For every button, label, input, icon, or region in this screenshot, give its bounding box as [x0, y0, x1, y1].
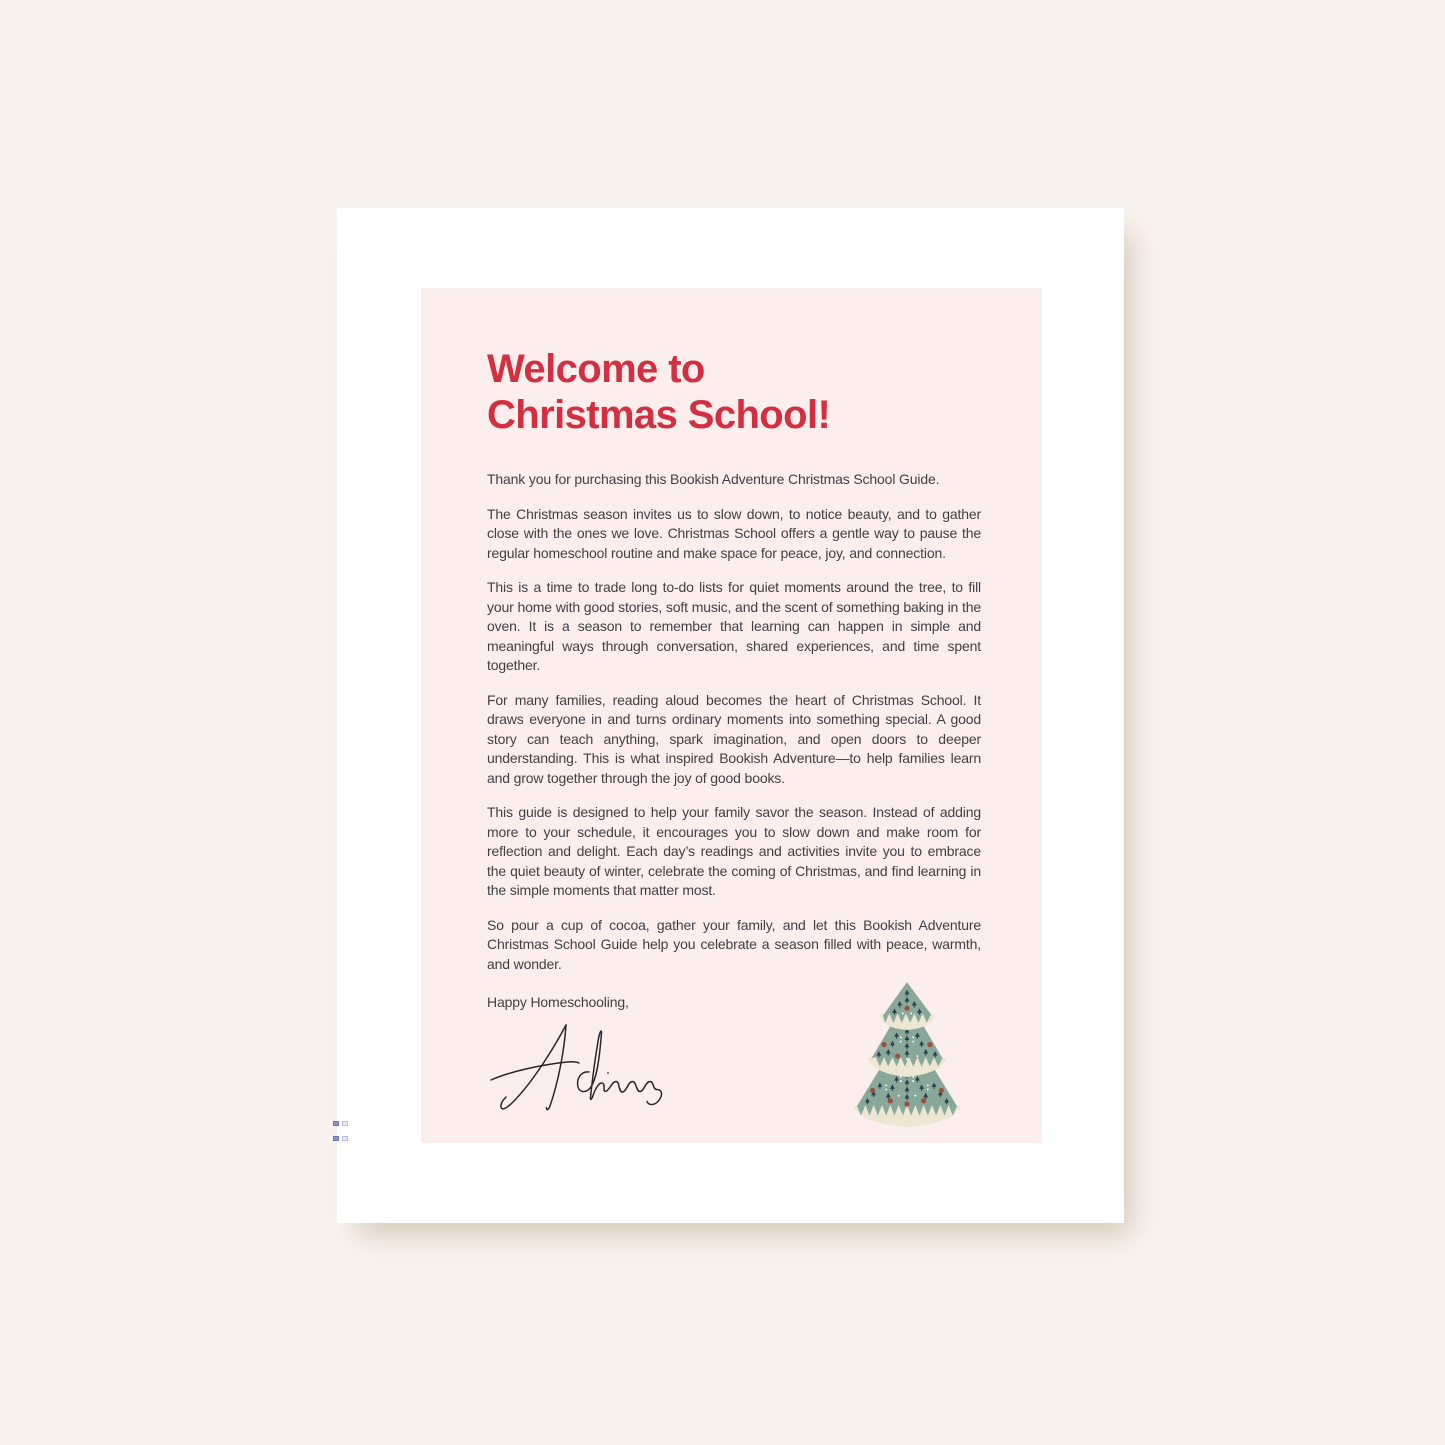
page-title-line-1: Welcome to	[487, 347, 705, 391]
artifact-glyph	[333, 1121, 339, 1126]
signature-name	[487, 1010, 488, 1011]
letter-paragraph: For many families, reading aloud becomes the heart of Christmas School. It draws everyone in and turns ordinary moments into something special. A good story can teach anything, spark imagination, and open doors to deeper understanding. This is what inspired Bookish Adventure—to help families learn and grow together through the joy of good books.	[487, 691, 981, 786]
page-title	[487, 346, 981, 438]
artifact-glyph	[342, 1121, 348, 1126]
letter-paragraph: The Christmas season invites us to slow down, to notice beauty, and to gather close with the ones we love. Christmas School offers a gentle way to pause the regular homeschool routine and make space for peace, joy, and connection.	[487, 505, 981, 561]
letter-page	[337, 208, 1124, 1223]
artifact-glyph	[342, 1136, 348, 1141]
page-title-line-2: Christmas School!	[487, 393, 831, 437]
letter-body	[487, 470, 981, 974]
closing-line: Happy Homeschooling,	[487, 994, 629, 1010]
letter-paragraph: So pour a cup of cocoa, gather your family, and let this Bookish Adventure Christmas School Guide help you celebrate a season filled with peace, warmth, and wonder.	[487, 916, 981, 972]
pink-letter-card	[421, 288, 1042, 1143]
letter-paragraph: This guide is designed to help your family savor the season. Instead of adding more to your schedule, it encourages you to slow down and make room for reflection and delight. Each day’s readings and activities invite you to embrace the quiet beauty of winter, celebrate the coming of Christmas, and find learning in the simple moments that matter most.	[487, 804, 981, 898]
letter-paragraph: This is a time to trade long to-do lists for quiet moments around the tree, to fill your home with good stories, soft music, and the scent of something baking in the oven. It is a season to remember that learning can happen in simple and meaningful ways through conversation, shared experiences, and time spent together.	[487, 579, 981, 673]
artifact-glyph	[333, 1136, 339, 1141]
christmas-tree-icon	[844, 979, 970, 1129]
handwritten-signature-icon	[489, 1020, 667, 1116]
artifact-row	[333, 1121, 349, 1126]
page-edge-artifact	[333, 1121, 349, 1149]
artifact-row	[333, 1136, 349, 1141]
letter-paragraph: Thank you for purchasing this Bookish Adventure Christmas School Guide.	[487, 471, 940, 487]
